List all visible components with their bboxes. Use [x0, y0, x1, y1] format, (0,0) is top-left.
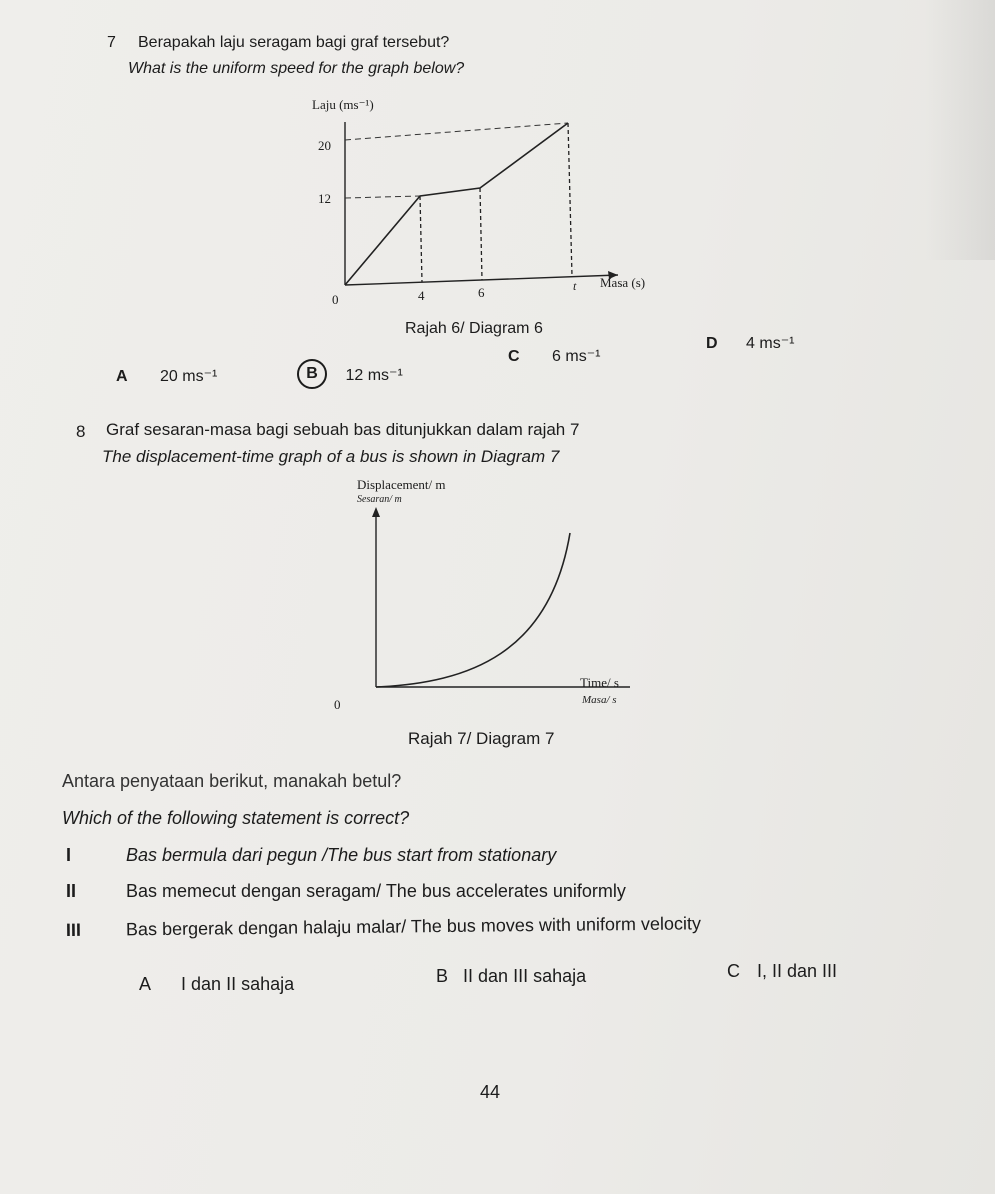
q8-y-axis-label-ms: Sesaran/ m [357, 494, 402, 505]
statement-numeral: II [66, 881, 77, 901]
option-letter: C [508, 348, 520, 365]
q7-xtick-t: t [573, 279, 577, 293]
q8-statement-1 [66, 845, 556, 866]
q7-speed-time-graph [300, 90, 670, 310]
q7-caption: Rajah 6/ Diagram 6 [405, 320, 543, 337]
q7-dash-tt [568, 123, 572, 276]
q8-statement-2 [66, 881, 626, 902]
q8-x-axis-label-ms: Masa/ s [582, 694, 617, 706]
q7-ytick-12: 12 [318, 191, 331, 206]
q7-text-ms: Berapakah laju seragam bagi graf tersebut? [138, 34, 450, 51]
q8-text-en: The displacement-time graph of a bus is shown in Diagram 7 [102, 447, 560, 466]
q8-caption: Rajah 7/ Diagram 7 [408, 729, 555, 748]
option-letter: B [436, 966, 449, 986]
q7-option-d[interactable] [706, 333, 794, 353]
q7-speed-line [345, 123, 568, 285]
q7-text-en: What is the uniform speed for the graph below? [128, 60, 465, 77]
q8-origin: 0 [334, 697, 341, 712]
q7-option-c[interactable] [508, 346, 600, 366]
q8-prompt-en: Which of the following statement is correct? [62, 808, 410, 828]
q7-dash-20 [345, 123, 568, 140]
statement-text: Bas bergerak dengan halaju malar/ The bus moves with uniform velocity [125, 913, 702, 940]
page-shadow [925, 0, 995, 260]
q7-xtick-6: 6 [478, 285, 485, 300]
q8-x-axis-label-en: Time/ s [580, 675, 619, 690]
q7-option-a[interactable] [116, 366, 217, 386]
q7-dash-t6 [480, 188, 482, 280]
q7-y-axis-label: Laju (ms⁻¹) [312, 97, 374, 112]
statement-numeral: I [66, 845, 72, 865]
option-letter: C [727, 961, 740, 981]
q8-y-arrow [372, 507, 380, 517]
q7-ytick-20: 20 [318, 138, 331, 153]
q7-dash-12 [345, 196, 420, 198]
q7-x-axis-label: Masa (s) [600, 275, 646, 290]
q8-option-a[interactable] [139, 974, 294, 995]
q7-dash-t4 [420, 196, 422, 282]
q8-option-b[interactable] [436, 966, 586, 987]
statement-text: Bas bermula dari pegun /The bus start from stationary [126, 845, 557, 865]
q7-number: 7 [107, 34, 116, 51]
q7-xtick-0: 0 [332, 292, 339, 307]
q8-displacement-curve [376, 533, 570, 687]
q8-number: 8 [76, 422, 86, 441]
option-letter: D [706, 335, 718, 352]
page-number: 44 [480, 1082, 501, 1102]
q7-option-b[interactable] [297, 359, 403, 389]
option-text: 4 ms⁻¹ [746, 335, 795, 352]
q8-text-ms: Graf sesaran-masa bagi sebuah bas ditunjukkan dalam rajah 7 [106, 420, 580, 439]
option-letter-circled: B [297, 359, 327, 389]
option-text: II dan III sahaja [463, 966, 587, 986]
option-text: 6 ms⁻¹ [552, 348, 601, 365]
q8-displacement-time-graph [330, 475, 660, 725]
option-letter: A [139, 974, 151, 994]
statement-text: Bas memecut dengan seragam/ The bus accelerates uniformly [126, 881, 626, 901]
option-text: 12 ms⁻¹ [345, 367, 403, 384]
option-text: I dan II sahaja [181, 974, 295, 994]
q8-prompt-ms: Antara penyataan berikut, manakah betul? [62, 771, 402, 791]
statement-numeral: III [65, 919, 82, 940]
q8-option-c[interactable] [727, 961, 837, 982]
q8-y-axis-label-en: Displacement/ m [357, 477, 446, 492]
q7-xtick-4: 4 [418, 288, 425, 303]
option-text: 20 ms⁻¹ [160, 368, 218, 385]
option-text: I, II dan III [757, 961, 838, 981]
option-letter: A [116, 368, 128, 385]
